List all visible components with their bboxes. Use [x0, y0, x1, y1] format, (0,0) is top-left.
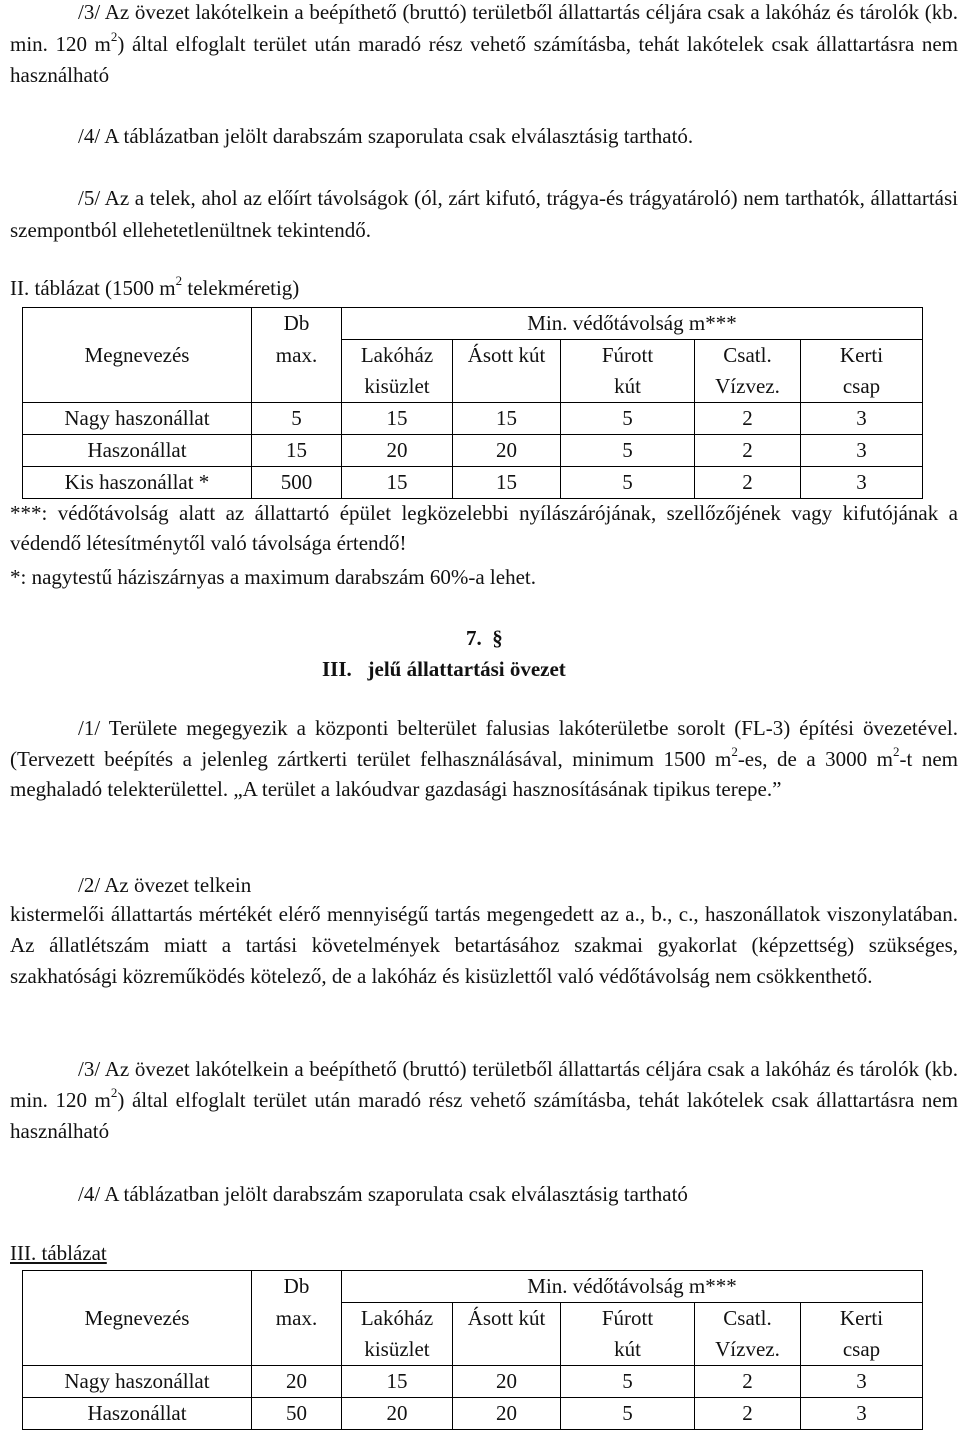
table-2-header-db: Db: [252, 308, 342, 340]
table-cell: 15: [453, 403, 561, 435]
table-3-header-kerti: Kerti: [801, 1303, 923, 1335]
table-cell: 3: [801, 1398, 923, 1430]
note-poultry: *: nagytestű háziszárnyas a maximum darabszám 60%-a lehet.: [10, 565, 536, 589]
table-cell: 20: [453, 435, 561, 467]
paragraph-4-bottom: /4/ A táblázatban jelölt darabszám szaporulata csak elválasztásig tartható: [78, 1182, 688, 1206]
table-cell: 5: [561, 435, 695, 467]
table-row: [23, 403, 923, 435]
paragraph-2-body: kistermelői állattartás mértékét elérő mennyiségű tartás megengedett az a., b., c., haszonállatok viszonylatában. Az állatlétszám miatt a tartási követelmények betartásához szakmai gyakorlat (képzettség) szükséges, szakhatósági közreműködés kötelező, de a lakóház és kisüzlettől való védőtávolság nem csökkenthető.: [10, 902, 958, 988]
table-3-caption: III. táblázat: [10, 1241, 107, 1265]
section-number: 7. §: [466, 626, 503, 650]
table-3: [22, 1270, 923, 1430]
table-cell: 3: [801, 435, 923, 467]
table-cell: Haszonállat: [23, 435, 252, 467]
table-3-header-vizvez: Vízvez.: [695, 1334, 801, 1366]
table-row: [23, 1366, 923, 1398]
table-2-header-kut: kút: [561, 371, 695, 403]
table-3-header-max: max.: [252, 1303, 342, 1335]
table-cell: 5: [561, 467, 695, 499]
table-cell: 5: [561, 403, 695, 435]
table-2-header-asott: Ásott kút: [453, 340, 561, 372]
table-2-header-vizvez: Vízvez.: [695, 371, 801, 403]
table-cell: 15: [453, 467, 561, 499]
table-2-header-furott: Fúrott: [561, 340, 695, 372]
paragraph-4-top: /4/ A táblázatban jelölt darabszám szaporulata csak elválasztásig tartható.: [78, 124, 694, 148]
table-cell: Nagy haszonállat: [23, 403, 252, 435]
table-2-header-min-distance: Min. védőtávolság m***: [342, 308, 923, 340]
table-2-header-kerti: Kerti: [801, 340, 923, 372]
table-cell: 5: [561, 1398, 695, 1430]
table-3-header-csatl: Csatl.: [695, 1303, 801, 1335]
table-cell: 3: [801, 467, 923, 499]
table-2-header-csatl: Csatl.: [695, 340, 801, 372]
section-title: III. jelű állattartási övezet: [322, 657, 566, 681]
paragraph-3-bottom: /3/ Az övezet lakótelkein a beépíthető (bruttó) területből állattartás céljára csak a lakóház és tárolók (kb. min. 120 $m^2$) által elfoglalt terület után maradó rész vehető számításba, tehát lakótelek csak állattartásra nem használható: [10, 1057, 958, 1143]
note-protection-distance: ***: védőtávolság alatt az állattartó épület legközelebbi nyílászárójának, szellőzőjének vagy kifutójának a védendő létesítménytől való távolsága értendő!: [10, 501, 958, 555]
table-2-header-kisuzlet: kisüzlet: [342, 371, 453, 403]
table-3-header-min-distance: Min. védőtávolság m***: [342, 1271, 923, 1303]
table-3-header-name: Megnevezés: [23, 1271, 252, 1366]
table-3-header-csap: csap: [801, 1334, 923, 1366]
table-cell: 2: [695, 435, 801, 467]
table-cell: Nagy haszonállat: [23, 1366, 252, 1398]
table-3-header-furott: Fúrott: [561, 1303, 695, 1335]
table-2: [22, 307, 923, 499]
table-cell: 2: [695, 467, 801, 499]
table-2-header-csap: csap: [801, 371, 923, 403]
table-cell: 20: [342, 1398, 453, 1430]
table-cell: Haszonállat: [23, 1398, 252, 1430]
paragraph-1: /1/ Területe megegyezik a központi belterület falusias lakóterületbe sorolt (FL-3) építési övezetével. (Tervezett beépítés a jelenleg zártkerti terület felhasználásával, minimum 1500 $m^2-es$, de a 3000 $m^2-t$ nem meghaladó telekterülettel. „A terület a lakóudvar gazdasági hasznosításának tipikus terepe.”: [10, 716, 959, 801]
table-3-header-db: Db: [252, 1271, 342, 1303]
table-3-header-lakohaz: Lakóház: [342, 1303, 453, 1335]
table-cell: 15: [252, 435, 342, 467]
table-cell: 2: [695, 1366, 801, 1398]
table-cell: 3: [801, 1366, 923, 1398]
table-2-header-max: max.: [252, 340, 342, 372]
table-2-header-lakohaz: Lakóház: [342, 340, 453, 372]
table-row: [23, 467, 923, 499]
table-cell: 20: [342, 435, 453, 467]
table-cell: 3: [801, 403, 923, 435]
table-cell: 15: [342, 403, 453, 435]
table-3-header-kisuzlet: kisüzlet: [342, 1334, 453, 1366]
table-cell: 500: [252, 467, 342, 499]
table-cell: 20: [252, 1366, 342, 1398]
paragraph-5-top: /5/ Az a telek, ahol az előírt távolságok (ól, zárt kifutó, trágya-és trágyatároló) nem tarthatók, állattartási szempontból ellehetetlenültnek tekintendő.: [10, 186, 958, 242]
table-cell: 15: [342, 467, 453, 499]
table-3-header-asott: Ásott kút: [453, 1303, 561, 1335]
table-cell: 5: [252, 403, 342, 435]
table-cell: 15: [342, 1366, 453, 1398]
paragraph-2-heading: /2/ Az övezet telkein: [78, 873, 252, 897]
table-cell: 5: [561, 1366, 695, 1398]
table-cell: 2: [695, 403, 801, 435]
table-cell: 20: [453, 1366, 561, 1398]
table-2-header-name: Megnevezés: [23, 308, 252, 403]
table-3-header-kut: kút: [561, 1334, 695, 1366]
table-row: [23, 435, 923, 467]
table-row: [23, 1398, 923, 1430]
table-2-caption: II. táblázat (1500 $m^2$ telekméretig): [10, 273, 300, 300]
paragraph-3-top: /3/ Az övezet lakótelkein a beépíthető (bruttó) területből állattartás céljára csak a lakóház és tárolók (kb. min. 120 $m^2$) által elfoglalt terület után maradó rész vehető számításba, tehát lakótelek csak állattartásra nem használható: [10, 0, 958, 87]
table-cell: 50: [252, 1398, 342, 1430]
table-cell: Kis haszonállat *: [23, 467, 252, 499]
table-cell: 20: [453, 1398, 561, 1430]
table-cell: 2: [695, 1398, 801, 1430]
